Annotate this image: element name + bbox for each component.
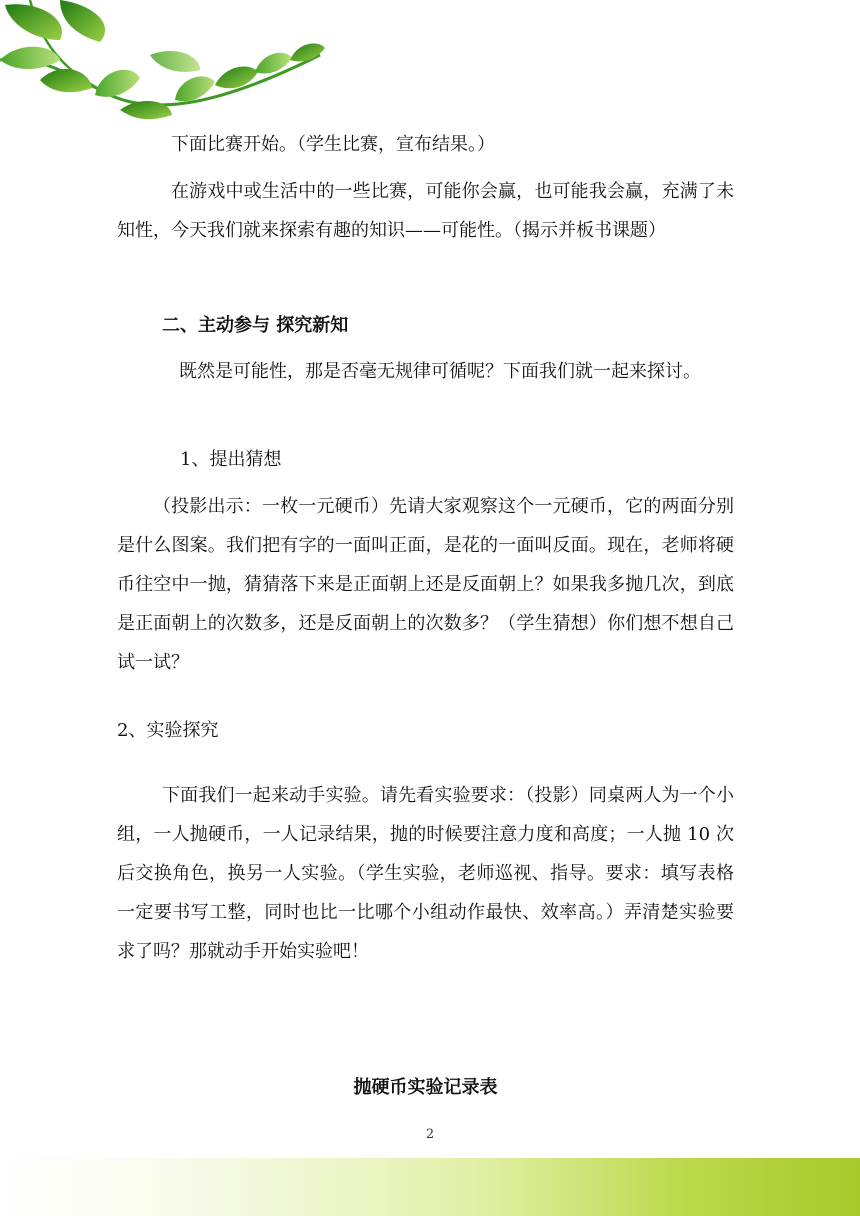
footer-gradient-band <box>0 1158 860 1216</box>
page-number: 2 <box>425 1127 435 1142</box>
leaf-vine-decoration <box>0 0 340 130</box>
paragraph-explore-intro: 既然是可能性，那是否毫无规律可循呢？下面我们就一起来探讨。 <box>179 361 701 382</box>
paragraph-coin-hypothesis: （投影出示：一枚一元硬币）先请大家观察这个一元硬币，它的两面分别是什么图案。我们把有字的一面叫正面，是花的一面叫反面。现在，老师将硬币往空中一抛，猜猜落下来是正面朝上还是反面朝上？如果我多抛几次，到底是正面朝上的次数多，还是反面朝上的次数多？（学生猜想）你们想不想自己试一试？ <box>117 496 734 673</box>
subheading-hypothesis: 1、提出猜想 <box>180 449 282 470</box>
table-title: 抛硬币实验记录表 <box>353 1077 498 1098</box>
paragraph-introduction: 在游戏中或生活中的一些比赛，可能你会赢，也可能我会赢，充满了未知性，今天我们就来探索有趣的知识——可能性。（揭示并板书课题） <box>117 181 734 241</box>
subheading-experiment: 2、实验探究 <box>117 720 219 741</box>
paragraph-experiment-instructions: 下面我们一起来动手实验。请先看实验要求：（投影）同桌两人为一个小组，一人抛硬币，一人记录结果，抛的时候要注意力度和高度；一人抛 10 次后交换角色，换另一人实验。（学生实验，老师巡视、指导。要求：填写表格一定要书写工整，同时也比一比哪个小组动作最快、效率高。）弄清楚实验要求了吗？那就动手开始实验吧！ <box>117 785 734 962</box>
paragraph-competition-start: 下面比赛开始。（学生比赛，宣布结果。） <box>171 134 495 155</box>
section-heading-explore: 二、主动参与 探究新知 <box>162 315 349 336</box>
